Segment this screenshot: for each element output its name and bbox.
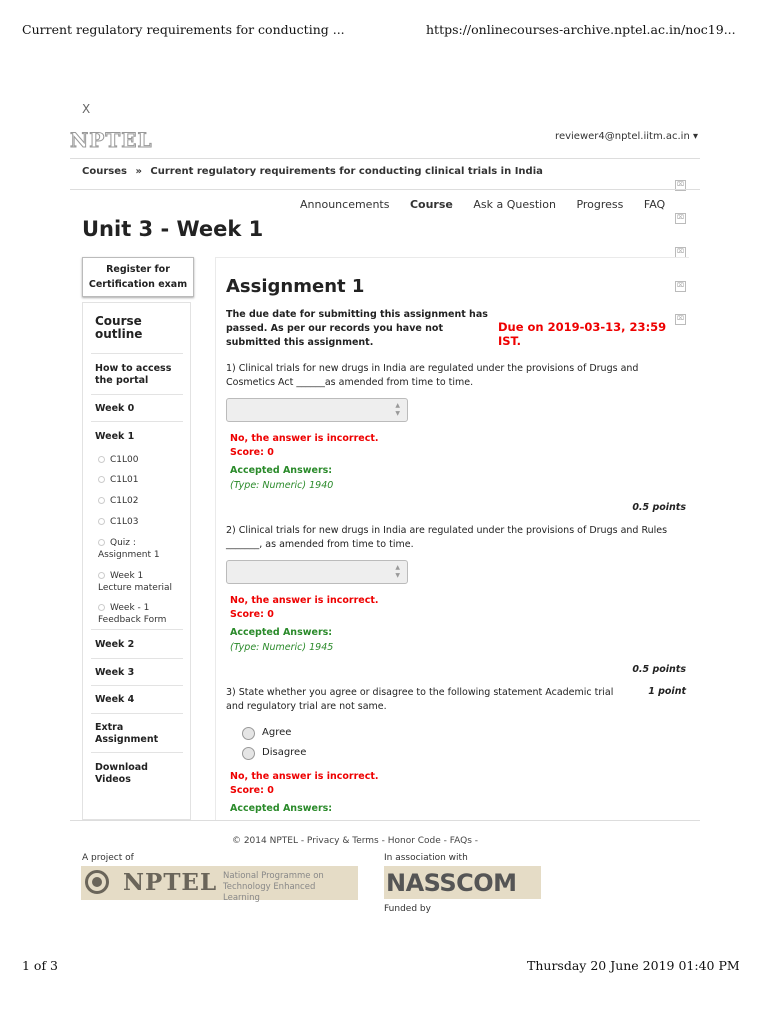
course-outline-title: Course outline bbox=[95, 314, 143, 341]
option-label: Agree bbox=[262, 727, 292, 738]
project-of-label: A project of bbox=[82, 853, 134, 863]
question-2-text: 2) Clinical trials for new drugs in India are regulated under the provisions of Drugs and Rules _______, as amended from time to time. bbox=[226, 525, 668, 550]
tab-faq[interactable]: FAQ bbox=[643, 198, 666, 211]
question-3-points: 1 point bbox=[648, 686, 686, 697]
question-3-feedback: No, the answer is incorrect. bbox=[230, 771, 379, 782]
question-2-points: 0.5 points bbox=[632, 664, 686, 675]
question-2-accepted-label: Accepted Answers: bbox=[230, 627, 333, 638]
funded-by-label: Funded by bbox=[384, 904, 431, 914]
radio-icon bbox=[98, 456, 105, 463]
divider bbox=[91, 685, 183, 686]
divider bbox=[91, 353, 183, 354]
unit-label: C1L01 bbox=[110, 475, 139, 485]
tab-progress[interactable]: Progress bbox=[576, 198, 624, 211]
association-label: In association with bbox=[384, 853, 468, 863]
spinner-icon[interactable]: ▲ ▼ bbox=[395, 402, 400, 417]
sidebar-unit-lecture-material[interactable] bbox=[98, 570, 178, 594]
page-title: Unit 3 - Week 1 bbox=[82, 217, 264, 241]
breadcrumb bbox=[82, 166, 543, 177]
sidebar-unit-c1l00[interactable] bbox=[98, 454, 178, 466]
sidebar-item-week2[interactable]: Week 2 bbox=[95, 639, 135, 650]
question-2-feedback: No, the answer is incorrect. bbox=[230, 595, 379, 606]
radio-icon bbox=[98, 572, 105, 579]
footer-links[interactable]: © 2014 NPTEL - Privacy & Terms - Honor Code - FAQs - bbox=[231, 836, 479, 846]
unit-label: C1L02 bbox=[110, 496, 139, 506]
unit-label: Quiz : Assignment 1 bbox=[98, 538, 160, 560]
radio-icon[interactable] bbox=[242, 747, 255, 760]
radio-icon bbox=[98, 539, 105, 546]
broken-image-icon: ⌧ bbox=[675, 180, 686, 191]
nasscom-logo[interactable] bbox=[384, 866, 541, 899]
broken-image-icon: ⌧ bbox=[675, 247, 686, 258]
broken-image-icon: ⌧ bbox=[675, 213, 686, 224]
nptel-banner-text: NPTEL bbox=[123, 869, 218, 896]
question-3-text: 3) State whether you agree or disagree to the following statement Academic trial and regulatory trial are not same. bbox=[226, 687, 614, 712]
divider bbox=[91, 713, 183, 714]
assignment-title: Assignment 1 bbox=[226, 276, 365, 297]
user-menu[interactable] bbox=[555, 131, 698, 142]
breadcrumb-separator: » bbox=[135, 166, 142, 177]
unit-label: C1L00 bbox=[110, 455, 139, 465]
print-header-title: Current regulatory requirements for conducting ... bbox=[22, 22, 345, 37]
question-2-number-input[interactable] bbox=[226, 560, 408, 584]
radio-icon bbox=[98, 604, 105, 611]
sidebar-item-week4[interactable]: Week 4 bbox=[95, 694, 135, 705]
question-1-text: 1) Clinical trials for new drugs in India are regulated under the provisions of Drugs and Cosmetics Act ______as amended from time to time. bbox=[226, 363, 639, 388]
option-agree[interactable] bbox=[242, 727, 291, 740]
breadcrumb-courses[interactable]: Courses bbox=[82, 166, 127, 177]
user-email: reviewer4@nptel.iitm.ac.in bbox=[555, 131, 690, 142]
close-button[interactable]: X bbox=[82, 102, 91, 116]
divider bbox=[91, 752, 183, 753]
divider bbox=[70, 158, 700, 159]
unit-label: Week - 1 Feedback Form bbox=[98, 603, 167, 625]
radio-icon[interactable] bbox=[242, 727, 255, 740]
sidebar-unit-c1l02[interactable] bbox=[98, 495, 178, 507]
divider bbox=[91, 629, 183, 630]
print-header-url: https://onlinecourses-archive.nptel.ac.in/noc19... bbox=[426, 22, 736, 37]
breadcrumb-course[interactable]: Current regulatory requirements for conducting clinical trials in India bbox=[150, 166, 543, 177]
question-3-score: Score: 0 bbox=[230, 785, 274, 796]
option-disagree[interactable] bbox=[242, 747, 306, 760]
due-date: Due on 2019-03-13, 23:59 IST. bbox=[498, 320, 667, 348]
divider bbox=[70, 189, 700, 190]
question-1-feedback: No, the answer is incorrect. bbox=[230, 433, 379, 444]
sidebar-item-extra-assignment[interactable]: Extra Assignment bbox=[95, 722, 159, 745]
unit-label: Week 1 Lecture material bbox=[98, 571, 173, 593]
question-2-accepted-answer: (Type: Numeric) 1945 bbox=[230, 642, 334, 653]
divider bbox=[91, 421, 183, 422]
wheel-icon bbox=[85, 870, 109, 894]
course-outline bbox=[82, 302, 191, 820]
nptel-logo[interactable]: NPTEL bbox=[70, 128, 153, 152]
tab-course[interactable]: Course bbox=[409, 198, 453, 211]
sidebar-unit-c1l03[interactable] bbox=[98, 516, 178, 528]
sidebar-item-download-videos[interactable]: Download Videos bbox=[95, 762, 148, 785]
question-1-number-input[interactable] bbox=[226, 398, 408, 422]
question-1-points: 0.5 points bbox=[632, 502, 686, 513]
question-1-score: Score: 0 bbox=[230, 447, 274, 458]
print-footer-datetime: Thursday 20 June 2019 01:40 PM bbox=[527, 958, 740, 973]
assignment-panel bbox=[215, 257, 689, 821]
nasscom-text: NASSCOM bbox=[386, 869, 517, 897]
radio-icon bbox=[98, 518, 105, 525]
radio-icon bbox=[98, 497, 105, 504]
question-1-accepted-answer: (Type: Numeric) 1940 bbox=[230, 480, 334, 491]
sidebar-item-week3[interactable]: Week 3 bbox=[95, 667, 135, 678]
radio-icon bbox=[98, 476, 105, 483]
broken-image-icon: ⌧ bbox=[675, 314, 686, 325]
divider bbox=[91, 394, 183, 395]
tab-ask-question[interactable]: Ask a Question bbox=[473, 198, 556, 211]
sidebar-unit-quiz[interactable] bbox=[98, 537, 164, 561]
question-1-accepted-label: Accepted Answers: bbox=[230, 465, 333, 476]
nptel-tagline: National Programme on Technology Enhanced Learning bbox=[223, 871, 324, 903]
sidebar-unit-c1l01[interactable] bbox=[98, 474, 178, 486]
nptel-banner-logo[interactable] bbox=[81, 866, 358, 903]
unit-label: C1L03 bbox=[110, 517, 139, 527]
register-certification-button[interactable]: Register for Certification exam bbox=[82, 257, 194, 297]
sidebar-item-week1[interactable]: Week 1 bbox=[95, 431, 135, 442]
divider bbox=[91, 658, 183, 659]
sidebar-unit-feedback[interactable] bbox=[98, 602, 178, 626]
broken-image-icon: ⌧ bbox=[675, 281, 686, 292]
question-3-accepted-label: Accepted Answers: bbox=[230, 803, 333, 814]
option-label: Disagree bbox=[262, 747, 307, 758]
sidebar-item-portal[interactable]: How to access the portal bbox=[95, 363, 172, 386]
chevron-down-icon: ▾ bbox=[692, 131, 698, 142]
print-footer-page: 1 of 3 bbox=[22, 958, 59, 973]
question-2-score: Score: 0 bbox=[230, 609, 274, 620]
due-message: The due date for submitting this assignment has passed. As per our records you have not submitted this assignment. bbox=[226, 309, 488, 348]
divider bbox=[70, 820, 700, 821]
tab-announcements[interactable]: Announcements bbox=[300, 198, 390, 211]
course-nav bbox=[300, 198, 682, 211]
spinner-icon[interactable]: ▲ ▼ bbox=[395, 564, 400, 579]
sidebar-item-week0[interactable]: Week 0 bbox=[95, 403, 135, 414]
